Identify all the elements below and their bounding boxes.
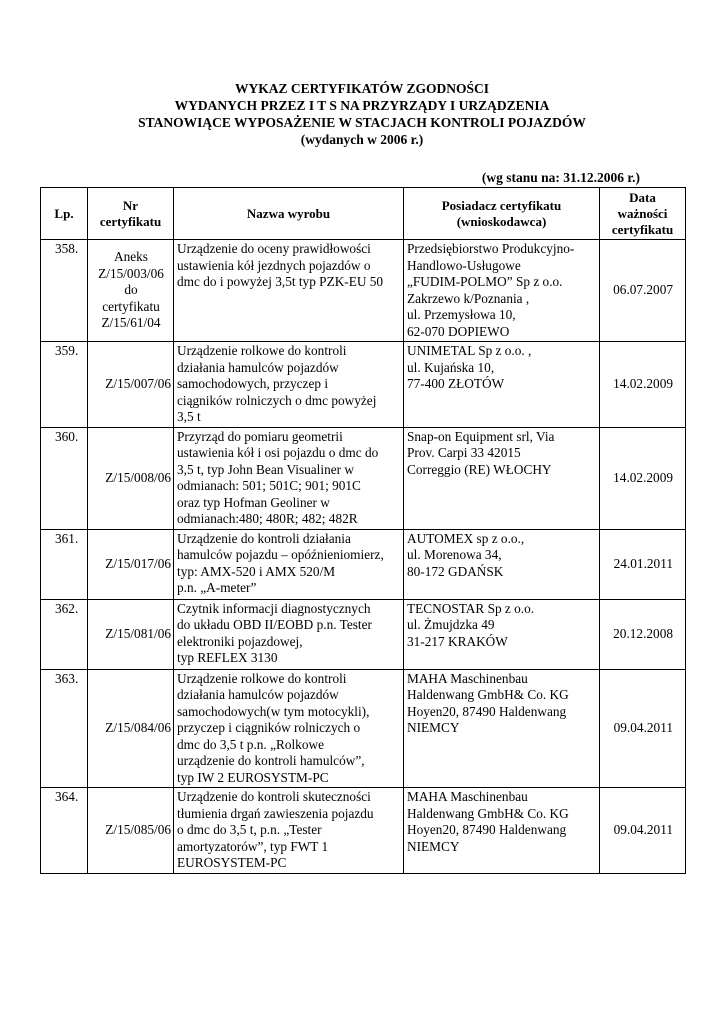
table-row	[41, 240, 686, 342]
header-lp: Lp.	[41, 188, 88, 240]
nazwa-line: do układu OBD II/EOBD p.n. Tester	[177, 617, 372, 632]
cell-data: 09.04.2011	[600, 669, 686, 788]
nazwa-line: tłumienia drgań zawieszenia pojazdu	[177, 805, 374, 821]
header-line: certyfikatu	[99, 213, 162, 229]
header-nr	[88, 188, 174, 240]
nazwa-line: samochodowych(w tym motocykli),	[177, 703, 370, 719]
table-row	[41, 669, 686, 788]
nazwa-line: p.n. „A-meter”	[177, 580, 257, 595]
nazwa-line: działania hamulców pojazdów	[177, 687, 339, 702]
cell-nr	[88, 427, 174, 529]
posiadacz-line: Haldenwang GmbH& Co. KG	[407, 805, 569, 821]
table-header-row	[41, 188, 686, 240]
cell-lp: 360.	[41, 427, 88, 529]
posiadacz-line: NIEMCY	[407, 838, 460, 854]
cell-data: 09.04.2011	[600, 788, 686, 874]
cell-nr	[88, 599, 174, 669]
posiadacz-line: Hoyen20, 87490 Haldenwang	[407, 822, 567, 837]
cell-nr	[88, 342, 174, 428]
header-posiadacz	[404, 188, 600, 240]
header-line: certyfikatu	[611, 221, 674, 237]
cell-lp: 359.	[41, 342, 88, 428]
posiadacz-line: TECNOSTAR Sp z o.o.	[407, 600, 535, 616]
cell-nr	[88, 529, 174, 599]
cell-lp: 361.	[41, 529, 88, 599]
cell-posiadacz	[404, 788, 600, 874]
cell-nazwa	[174, 788, 404, 874]
nazwa-line: Urządzenie do kontroli działania	[177, 530, 351, 546]
nazwa-line: ustawienia kół jezdnych pojazdów o	[177, 257, 371, 273]
posiadacz-line: ul. Morenowa 34,	[407, 547, 502, 562]
posiadacz-line: NIEMCY	[407, 720, 460, 735]
header-line: Data	[629, 189, 656, 205]
nazwa-line: ustawienia kół i osi pojazdu o dmc do	[177, 445, 379, 460]
posiadacz-line: Zakrzewo k/Poznania ,	[407, 290, 530, 306]
nr-line: Z/15/017/06	[105, 555, 171, 571]
nazwa-line: typ: AMX-520 i AMX 520/M	[177, 563, 336, 579]
cell-lp: 362.	[41, 599, 88, 669]
cell-nr	[88, 240, 174, 342]
nazwa-line: Urządzenie rolkowe do kontroli	[177, 670, 347, 686]
cell-nazwa	[174, 669, 404, 788]
nazwa-line: amortyzatorów”, typ FWT 1	[177, 838, 329, 854]
cell-data: 06.07.2007	[600, 240, 686, 342]
posiadacz-line: 62-070 DOPIEWO	[407, 323, 510, 339]
cell-nr	[88, 669, 174, 788]
title-line: WYKAZ CERTYFIKATÓW ZGODNOŚCI	[234, 81, 490, 96]
cell-lp: 364.	[41, 788, 88, 874]
nazwa-line: typ REFLEX 3130	[177, 650, 278, 665]
cell-nazwa	[174, 240, 404, 342]
cell-data: 20.12.2008	[600, 599, 686, 669]
cell-posiadacz	[404, 427, 600, 529]
nazwa-line: Urządzenie do oceny prawidłowości	[177, 241, 371, 256]
posiadacz-line: 80-172 GDAŃSK	[407, 563, 504, 579]
cell-data: 14.02.2009	[600, 342, 686, 428]
nr-line: do	[124, 282, 138, 298]
nazwa-line: 3,5 t, typ John Bean Visualiner w	[177, 461, 354, 477]
header-nazwa: Nazwa wyrobu	[174, 188, 404, 240]
header-line: (wnioskodawca)	[456, 213, 547, 229]
cell-nazwa	[174, 599, 404, 669]
cell-lp: 363.	[41, 669, 88, 788]
posiadacz-line: ul. Kujańska 10,	[407, 359, 495, 375]
table-body	[41, 240, 686, 874]
table-row	[41, 427, 686, 529]
cell-data: 24.01.2011	[600, 529, 686, 599]
nazwa-line: dmc do i powyżej 3,5t typ PZK-EU 50	[177, 274, 384, 289]
nr-line: Z/15/084/06	[105, 720, 171, 735]
nazwa-line: samochodowych, przyczep i	[177, 376, 329, 391]
nazwa-line: o dmc do 3,5 t, p.n. „Tester	[177, 822, 322, 837]
posiadacz-line: MAHA Maschinenbau	[407, 789, 528, 804]
posiadacz-line: Snap-on Equipment srl, Via	[407, 428, 555, 444]
nr-line: Z/15/003/06	[98, 265, 164, 281]
nr-line: Z/15/008/06	[105, 469, 171, 485]
table-row	[41, 342, 686, 428]
posiadacz-line: 77-400 ZŁOTÓW	[407, 376, 505, 391]
header-line: Posiadacz certyfikatu	[441, 197, 562, 213]
posiadacz-line: Przedsiębiorstwo Produkcyjno-	[407, 241, 575, 256]
nazwa-line: elektroniki pojazdowej,	[177, 633, 303, 649]
nr-line: certyfikatu	[102, 298, 160, 314]
status-date: (wg stanu na: 31.12.2006 r.)	[481, 170, 640, 185]
nr-line: Aneks	[114, 249, 148, 265]
cell-nazwa	[174, 342, 404, 428]
cell-posiadacz	[404, 529, 600, 599]
posiadacz-line: Haldenwang GmbH& Co. KG	[407, 687, 569, 702]
nazwa-line: EUROSYSTEM-PC	[177, 855, 287, 870]
header-line: Nr	[122, 197, 139, 213]
posiadacz-line: Correggio (RE) WŁOCHY	[407, 461, 552, 477]
posiadacz-line: „FUDIM-POLMO” Sp z o.o.	[407, 274, 563, 289]
nazwa-line: Przyrząd do pomiaru geometrii	[177, 428, 343, 444]
cell-posiadacz	[404, 599, 600, 669]
cell-posiadacz	[404, 240, 600, 342]
certificates-table	[40, 187, 686, 874]
cell-posiadacz	[404, 342, 600, 428]
nazwa-line: Urządzenie rolkowe do kontroli	[177, 343, 347, 358]
posiadacz-line: AUTOMEX sp z o.o.,	[407, 530, 525, 546]
nr-line: Z/15/085/06	[105, 822, 171, 837]
title-line: (wydanych w 2006 r.)	[300, 132, 424, 147]
posiadacz-line: Handlowo-Usługowe	[407, 257, 521, 273]
title-line: WYDANYCH PRZEZ I T S NA PRZYRZĄDY I URZĄDZENIA	[174, 98, 550, 113]
table-row	[41, 788, 686, 874]
posiadacz-line: Hoyen20, 87490 Haldenwang	[407, 703, 567, 719]
posiadacz-line: MAHA Maschinenbau	[407, 670, 528, 686]
cell-lp: 358.	[41, 240, 88, 342]
nazwa-line: przyczep i ciągników rolniczych o	[177, 720, 361, 735]
posiadacz-line: Prov. Carpi 33 42015	[407, 445, 521, 460]
posiadacz-line: ul. Przemysłowa 10,	[407, 307, 516, 322]
nr-line: Z/15/61/04	[101, 315, 161, 331]
nr-line: Z/15/081/06	[105, 625, 171, 641]
header-line: ważności	[617, 205, 668, 221]
nazwa-line: Czytnik informacji diagnostycznych	[177, 600, 371, 616]
nazwa-line: urządzenie do kontroli hamulców”,	[177, 753, 365, 768]
posiadacz-line: ul. Żmujdzka 49	[407, 617, 495, 632]
header-data	[600, 188, 686, 240]
nazwa-line: ciągników rolniczych o dmc powyżej	[177, 392, 377, 408]
cell-nr	[88, 788, 174, 874]
nazwa-line: odmianach:480; 480R; 482; 482R	[177, 511, 358, 526]
nazwa-line: oraz typ Hofman Geoliner w	[177, 494, 330, 510]
cell-nazwa	[174, 529, 404, 599]
cell-data: 14.02.2009	[600, 427, 686, 529]
nr-line: Z/15/007/06	[105, 376, 171, 391]
nazwa-line: odmianach: 501; 501C; 901; 901C	[177, 478, 361, 493]
nazwa-line: dmc do 3,5 t p.n. „Rolkowe	[177, 736, 324, 752]
table-row	[41, 599, 686, 669]
nazwa-line: typ IW 2 EUROSYSTM-PC	[177, 769, 329, 785]
cell-posiadacz	[404, 669, 600, 788]
nazwa-line: działania hamulców pojazdów	[177, 359, 339, 375]
table-row	[41, 529, 686, 599]
nazwa-line: Urządzenie do kontroli skuteczności	[177, 789, 371, 804]
posiadacz-line: UNIMETAL Sp z o.o. ,	[407, 343, 532, 358]
nazwa-line: 3,5 t	[177, 409, 201, 424]
document-title	[0, 80, 724, 148]
title-line: STANOWIĄCE WYPOSAŻENIE W STACJACH KONTROLI POJAZDÓW	[138, 115, 586, 130]
cell-nazwa	[174, 427, 404, 529]
posiadacz-line: 31-217 KRAKÓW	[407, 633, 508, 649]
nazwa-line: hamulców pojazdu – opóźnieniomierz,	[177, 547, 384, 562]
